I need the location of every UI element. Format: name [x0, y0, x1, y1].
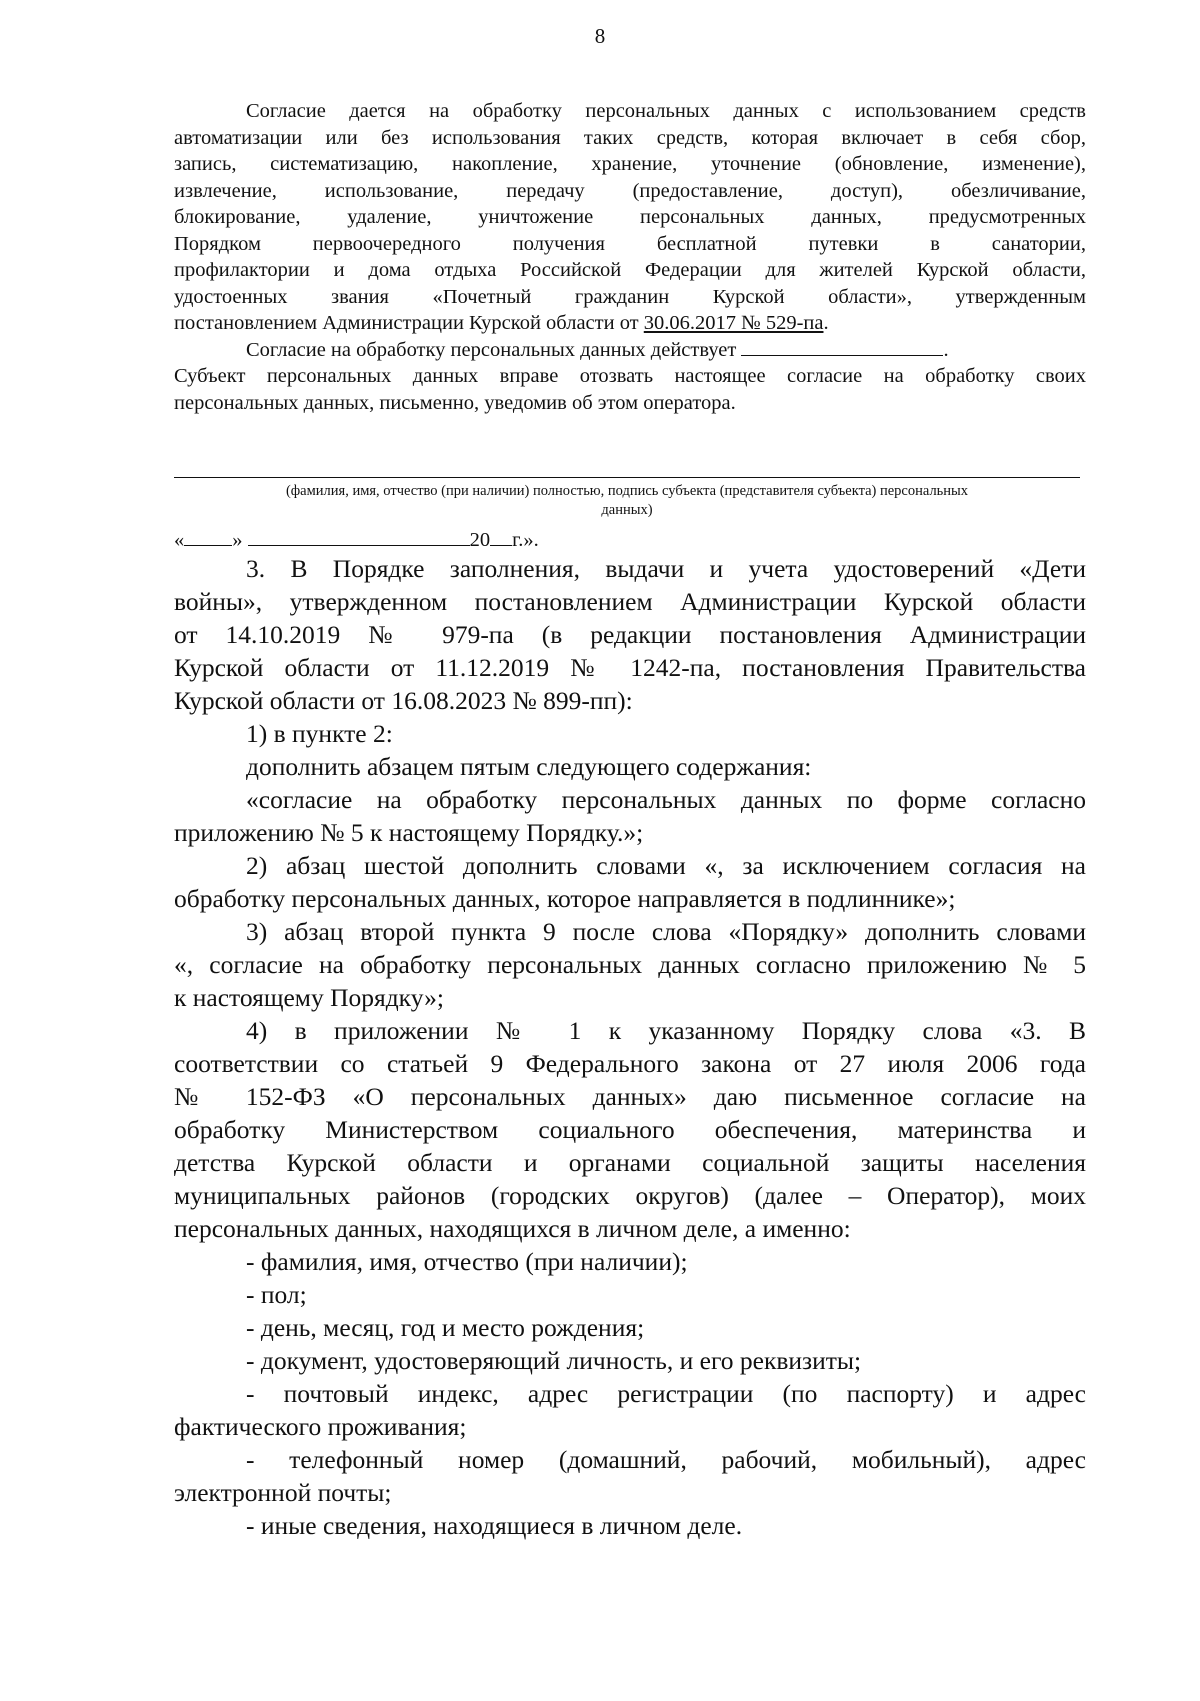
item-2: 2) абзац шестой дополнить словами «, за исключением согласия на — [246, 851, 1086, 880]
consent-line-text: постановлением Администрации Курской области от — [174, 312, 644, 334]
item-4: детства Курской области и органами социальной защиты населения — [174, 1148, 1086, 1177]
item-3: к настоящему Порядку»; — [174, 983, 444, 1012]
consent-line: профилактории и дома отдыха Российской Федерации для жителей Курской области, — [174, 259, 1086, 281]
date-quote-open: « — [174, 529, 185, 551]
item-3: 3) абзац второй пункта 9 после слова «Порядку» дополнить словами — [246, 917, 1086, 946]
year-prefix: 20 — [469, 529, 491, 551]
data-list-item: - пол; — [246, 1280, 307, 1309]
item-3: «, согласие на обработку персональных данных согласно приложению № 5 — [174, 950, 1086, 979]
data-list-item: электронной почты; — [174, 1478, 392, 1507]
amendment-section — [174, 552, 1086, 1542]
item-1: 1) в пункте 2: — [246, 719, 393, 748]
item-2: обработку персональных данных, которое направляется в подлиннике»; — [174, 884, 956, 913]
data-list-item: - почтовый индекс, адрес регистрации (по паспорту) и адрес — [246, 1379, 1086, 1408]
consent-line — [174, 310, 1086, 337]
amendment-line: от 14.10.2019 № 979-па (в редакции постановления Администрации — [174, 620, 1086, 649]
amendment-line: 3. В Порядке заполнения, выдачи и учета удостоверений «Дети — [246, 554, 1086, 583]
consent-line: блокирование, удаление, уничтожение персональных данных, предусмотренных — [174, 206, 1086, 228]
data-list-item: - фамилия, имя, отчество (при наличии); — [246, 1247, 688, 1276]
year-suffix: г.». — [512, 529, 539, 551]
validity-text: Согласие на обработку персональных данных действует — [246, 338, 742, 361]
data-list-item: фактического проживания; — [174, 1412, 467, 1441]
item-1-quote: «согласие на обработку персональных данных по форме согласно — [246, 785, 1086, 814]
period: . — [823, 312, 829, 334]
consent-line: удостоенных звания «Почетный гражданин Курской области», утвержденным — [174, 285, 1086, 308]
consent-line: запись, систематизацию, накопление, хранение, уточнение (обновление, изменение), — [174, 153, 1086, 175]
validity-blank[interactable] — [741, 337, 943, 356]
page-number: 8 — [594, 24, 606, 48]
item-4: персональных данных, находящихся в личном деле, а именно: — [174, 1214, 851, 1243]
revoke-line: Субъект персональных данных вправе отозвать настоящее согласие на обработку своих — [174, 365, 1086, 387]
consent-paragraph — [174, 98, 1086, 416]
date-quote-close: » — [232, 529, 243, 551]
amendment-line: войны», утвержденном постановлением Администрации Курской области — [174, 587, 1086, 616]
revoke-line: персональных данных, письменно, уведомив об этом оператора. — [174, 391, 736, 414]
consent-line: автоматизации или без использования таких средств, которая включает в себя сбор, — [174, 126, 1086, 149]
data-list-item: - иные сведения, находящиеся в личном деле. — [246, 1511, 743, 1540]
consent-line: Порядком первоочередного получения бесплатной путевки в санатории, — [174, 232, 1086, 255]
signature-caption-line: (фамилия, имя, отчество (при наличии) полностью, подпись субъекта (представителя субъекта) персональных — [285, 483, 969, 499]
date-line — [174, 527, 539, 553]
year-blank[interactable] — [490, 527, 512, 546]
signature-line[interactable] — [174, 477, 1080, 478]
period: . — [943, 338, 949, 361]
validity-line — [174, 337, 1086, 364]
item-1-quote: приложению № 5 к настоящему Порядку.»; — [174, 818, 644, 847]
item-4: муниципальных районов (городских округов) (далее – Оператор), моих — [174, 1181, 1086, 1210]
data-list-item: - телефонный номер (домашний, рабочий, мобильный), адрес — [246, 1445, 1086, 1474]
day-blank[interactable] — [184, 527, 232, 546]
month-blank[interactable] — [248, 527, 470, 546]
amendment-line: Курской области от 11.12.2019 № 1242-па, постановления Правительства — [174, 653, 1086, 682]
resolution-reference: 30.06.2017 № 529-па — [643, 312, 824, 334]
signature-caption-line: данных) — [601, 502, 653, 518]
item-1-text: дополнить абзацем пятым следующего содержания: — [246, 752, 812, 781]
item-4: обработку Министерством социального обеспечения, материнства и — [174, 1115, 1086, 1144]
item-4: № 152-ФЗ «О персональных данных» даю письменное согласие на — [174, 1082, 1086, 1111]
data-list-item: - документ, удостоверяющий личность, и его реквизиты; — [246, 1346, 862, 1375]
consent-line: Согласие дается на обработку персональных данных с использованием средств — [246, 100, 1086, 122]
item-4: 4) в приложении № 1 к указанному Порядку слова «3. В — [246, 1016, 1086, 1045]
signature-caption — [174, 482, 1080, 520]
data-list-item: - день, месяц, год и место рождения; — [246, 1313, 645, 1342]
amendment-line: Курской области от 16.08.2023 № 899-пп): — [174, 686, 633, 715]
item-4: соответствии со статьей 9 Федерального закона от 27 июля 2006 года — [174, 1049, 1086, 1078]
consent-line: извлечение, использование, передачу (предоставление, доступ), обезличивание, — [174, 179, 1086, 202]
